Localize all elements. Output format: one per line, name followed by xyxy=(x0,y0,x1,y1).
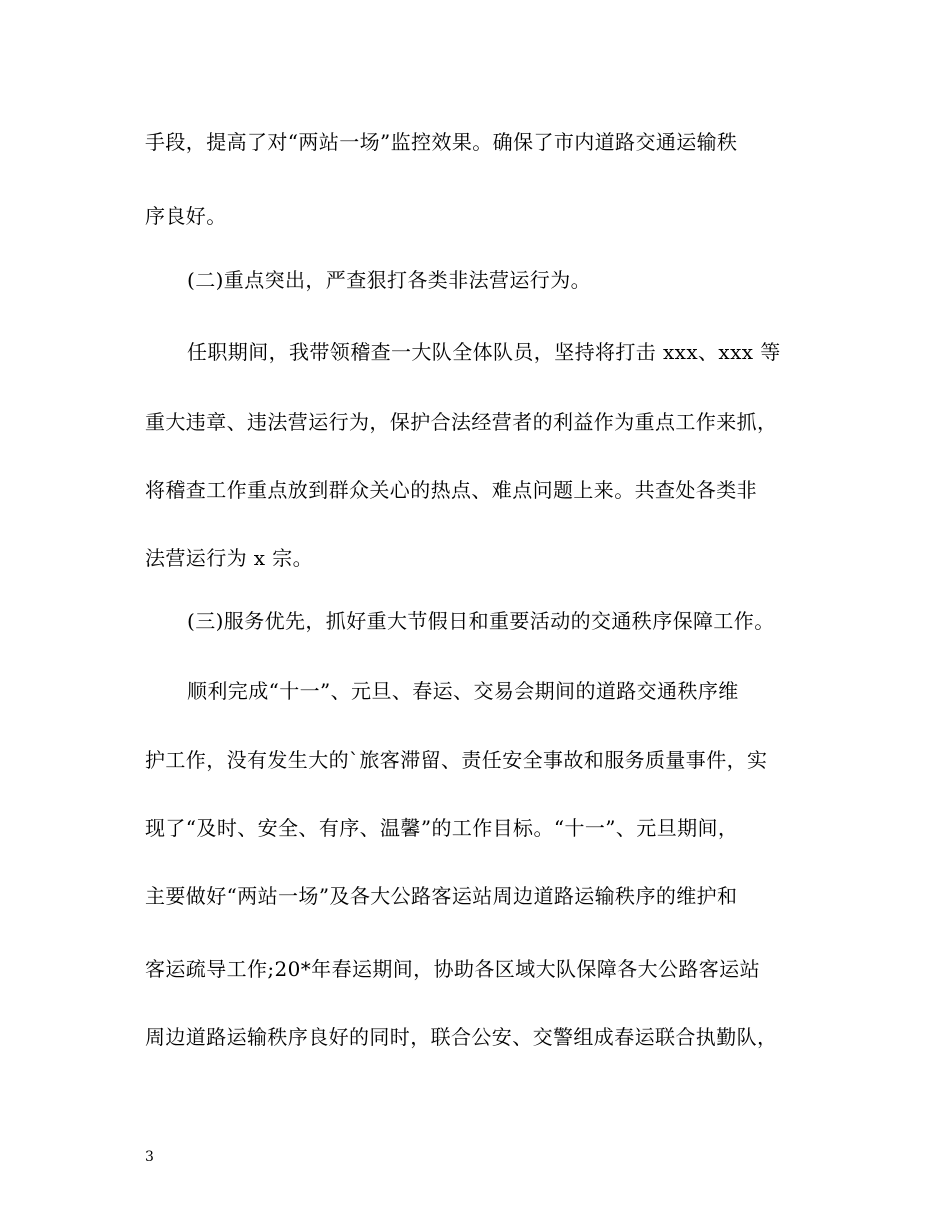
text-line: 手段，提高了对“两站一场”监控效果。确保了市内道路交通运输秩 xyxy=(145,130,738,154)
section-heading: (二)重点突出，严查狠打各类非法营运行为。 xyxy=(187,268,592,292)
text-line: 护工作，没有发生大的`旅客滞留、责任安全事故和服务质量事件，实 xyxy=(145,748,768,772)
text-line: 法营运行为 x 宗。 xyxy=(145,546,313,570)
text-line: 周边道路运输秩序良好的同时，联合公安、交警组成春运联合执勤队， xyxy=(145,1025,778,1049)
page-number: 3 xyxy=(145,1149,154,1165)
text-line: 客运疏导工作;20*年春运期间，协助各区域大队保障各大公路客运站 xyxy=(145,957,760,981)
text-line: 重大违章、违法营运行为，保护合法经营者的利益作为重点工作来抓， xyxy=(145,410,778,434)
text-line: 主要做好“两站一场”及各大公路客运站周边道路运输秩序的维护和 xyxy=(145,884,738,908)
text-line: 现了“及时、安全、有序、温馨”的工作目标。“十一”、元旦期间， xyxy=(145,816,739,840)
text-line: 任职期间，我带领稽查一大队全体队员，坚持将打击 xxx、xxx 等 xyxy=(187,340,781,364)
text-line: 序良好。 xyxy=(145,204,227,228)
text-line: 顺利完成“十一”、元旦、春运、交易会期间的道路交通秩序维 xyxy=(187,679,739,703)
section-heading: (三)服务优先，抓好重大节假日和重要活动的交通秩序保障工作。 xyxy=(187,609,775,633)
text-line: 将稽查工作重点放到群众关心的热点、难点问题上来。共查处各类非 xyxy=(145,478,757,502)
